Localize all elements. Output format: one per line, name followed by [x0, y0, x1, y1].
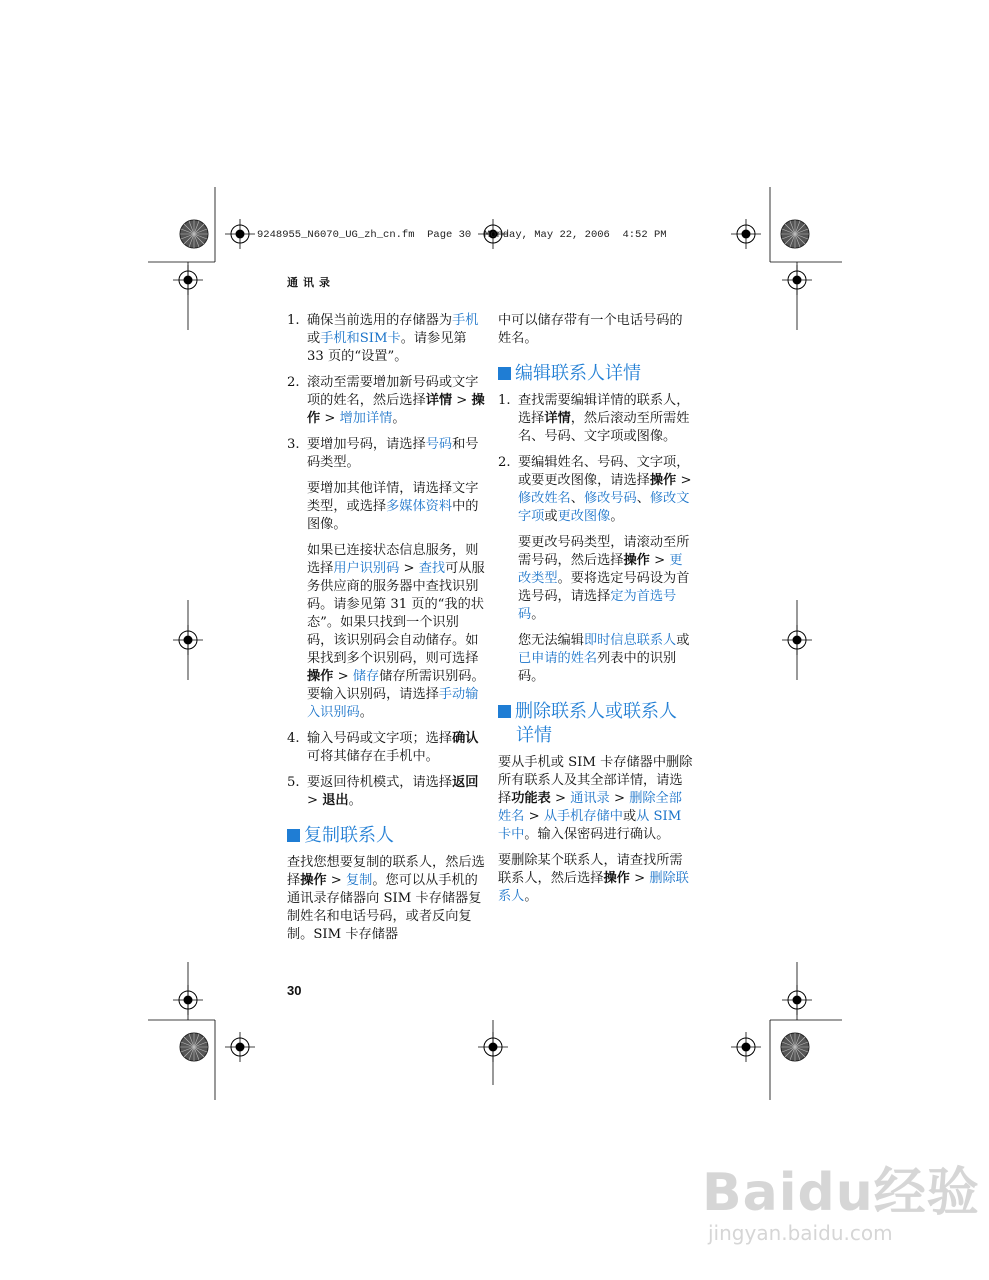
link-change-image[interactable]: 更改图像 [557, 509, 611, 524]
edit-note-2: 您无法编辑即时信息联系人或已申请的姓名列表中的识别码。 [518, 633, 690, 684]
edit-step-2: 2. 要编辑姓名、号码、文字项，或要更改图像，请选择操作 > 修改姓名、修改号码、修改文字项或更改图像。 [498, 455, 692, 524]
left-column [287, 312, 485, 952]
link-search[interactable]: 查找 [418, 561, 446, 576]
link-subscribed-names[interactable]: 已申请的姓名 [518, 651, 598, 666]
right-column [498, 312, 694, 914]
link-phone-and-sim[interactable]: 手机和SIM卡 [320, 331, 401, 346]
link-gallery[interactable]: 多媒体资料 [386, 499, 453, 514]
link-from-sim[interactable]: 从 SIM 卡中 [498, 809, 682, 842]
step-3: 3. 要增加号码，请选择号码和号码类型。 [287, 437, 479, 470]
link-number[interactable]: 号码 [425, 437, 453, 452]
step-4: 4. 输入号码或文字项；选择确认可将其储存在手机中。 [287, 731, 479, 764]
page-number: 30 [287, 983, 302, 998]
link-edit-name[interactable]: 修改姓名 [518, 491, 571, 506]
link-edit-number[interactable]: 修改号码 [583, 491, 637, 506]
delete-paragraph-2: 要删除某个联系人，请查找所需联系人，然后选择操作 > 删除联系人。 [498, 853, 689, 904]
copy-paragraph-continued: 中可以储存带有一个电话号码的姓名。 [498, 313, 683, 346]
heading-square-icon [498, 367, 511, 380]
edit-note-1: 要更改号码类型，请滚动至所需号码，然后选择操作 > 更改类型。要将选定号码设为首选号码，请选择定为首选号码。 [518, 535, 690, 622]
heading-copy-contacts: 复制联系人 [287, 824, 485, 848]
delete-paragraph-1: 要从手机或 SIM 卡存储器中删除所有联系人及其全部详情，请选择功能表 > 通讯录 > 删除全部姓名 > 从手机存储中或从 SIM 卡中。输入保密码进行确认。 [498, 755, 693, 842]
link-delete-contact[interactable]: 删除联系人 [498, 871, 689, 904]
step-3-note-2: 如果已连接状态信息服务，则选择用户识别码 > 查找可从服务供应商的服务器中查找识别码。请参见第 31 页的“我的状态”。如果只找到一个识别码，该识别码会自动储存。如果找到多个识别码，则可选择操作 > 储存储存所需识别码。要输入识别码，请选择手动输入识别码。 [307, 543, 485, 720]
heading-edit-contact: 编辑联系人详情 [498, 362, 694, 386]
file-info-line: 9248955_N6070_UG_zh_cn.fm Page 30 Monday, May 22, 2006 4:52 PM [257, 229, 667, 241]
link-delete-all[interactable]: 删除全部姓名 [498, 791, 682, 824]
copy-paragraph: 查找您想要复制的联系人，然后选择操作 > 复制。您可以从手机的通讯录存储器向 SIM 卡存储器复制姓名和电话号码，或者反向复制。SIM 卡存储器 [287, 855, 485, 942]
link-add-detail[interactable]: 增加详情 [339, 411, 393, 426]
edit-step-1: 1. 查找需要编辑详情的联系人，选择详情，然后滚动至所需姓名、号码、文字项或图像。 [498, 393, 690, 444]
step-5: 5. 要返回待机模式，请选择返回 > 退出。 [287, 775, 479, 808]
watermark-url: jingyan.baidu.com [708, 1221, 893, 1245]
step-2: 2. 滚动至需要增加新号码或文字项的姓名，然后选择详情 > 操作 > 增加详情。 [287, 375, 485, 426]
section-title: 通讯录 [287, 276, 335, 289]
link-phone[interactable]: 手机 [452, 313, 479, 328]
link-manual-id[interactable]: 手动输入识别码 [307, 687, 479, 720]
link-change-type[interactable]: 更改类型 [518, 553, 683, 586]
heading-delete-contact: 删除联系人或联系人 详情 [498, 700, 694, 748]
link-user-id[interactable]: 用户识别码 [333, 561, 400, 576]
heading-square-icon [498, 705, 511, 718]
step-1: 1. 确保当前选用的存储器为手机或手机和SIM卡。请参见第 33 页的“设置”。 [287, 313, 479, 364]
link-set-default[interactable]: 定为首选号码 [518, 589, 677, 622]
link-im-contacts[interactable]: 即时信息联系人 [583, 633, 677, 648]
link-from-phone[interactable]: 从手机存储中 [543, 809, 623, 824]
baidu-watermark [702, 1150, 980, 1245]
step-number: 1. [287, 313, 300, 328]
step-3-note-1: 要增加其他详情，请选择文字类型，或选择多媒体资料中的图像。 [307, 481, 479, 532]
heading-square-icon [287, 829, 300, 842]
link-copy[interactable]: 复制 [346, 873, 373, 888]
watermark-logo-text: Baidu经验 [702, 1163, 980, 1223]
link-edit-text[interactable]: 修改文字项 [518, 491, 690, 524]
link-contacts[interactable]: 通讯录 [570, 791, 610, 806]
link-save[interactable]: 储存 [352, 669, 380, 684]
